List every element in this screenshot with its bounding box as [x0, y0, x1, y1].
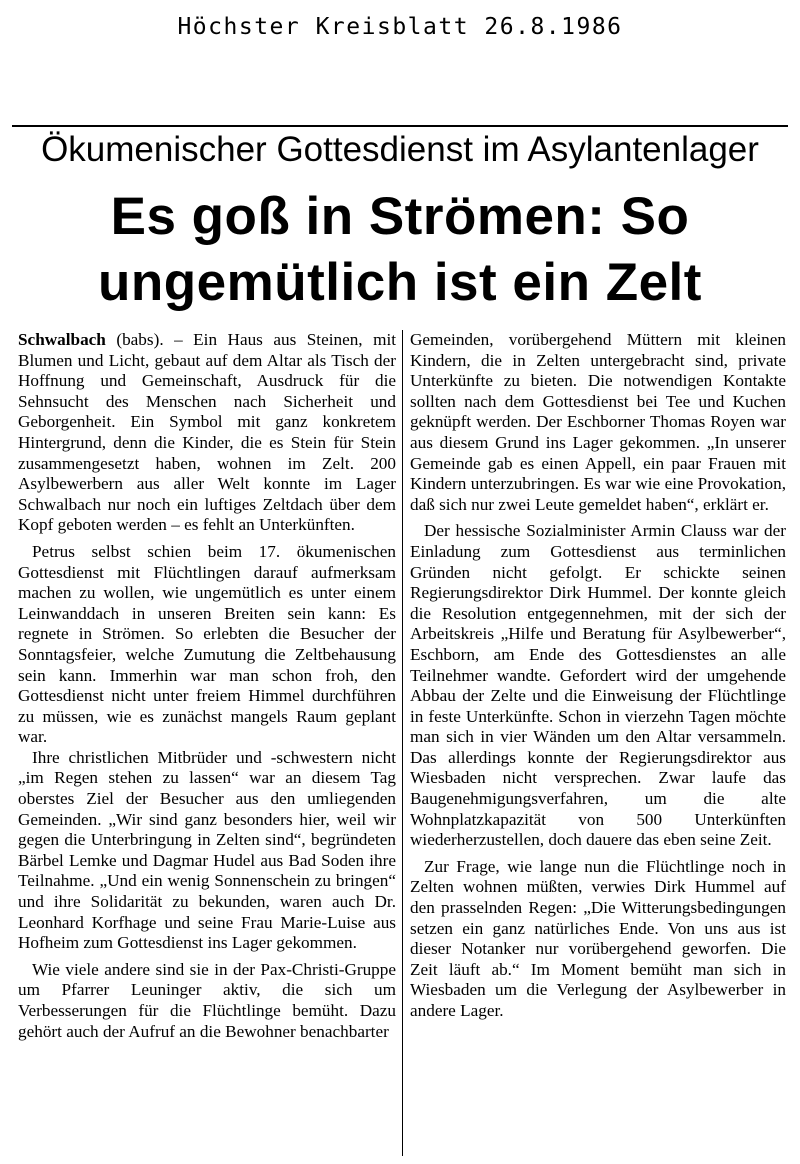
article-paragraph-5: Gemeinden, vorübergehend Müttern mit kleinen Kindern, die in Zelten untergebracht sind, private Unterkünfte zu bieten. Die notwendigen Kontakte sollten nach dem Gottesdienst bei Tee und Kuchen geknüpft werden. Der Eschborner Thomas Royen war aus diesem Grund ins Lager gekommen. „In unserer Gemeinde gab es einen Appell, ein paar Frauen mit Kindern unterzubringen. Es war wie eine Provokation, daß sich nur zwei Leute gemeldet haben“, erklärt er.	[410, 330, 786, 514]
article-paragraph-7: Zur Frage, wie lange nun die Flüchtlinge noch in Zelten wohnen müßten, verwies Dirk Hummel auf den prasselnden Regen: „Die Witterungsbedingungen setzen ein ganz natürliches Ende. Von uns aus ist dieser Notanker nur vorübergehend geworfen. Die Zeit läuft ab.“ Im Moment bemüht man sich in Wiesbaden um die Verlegung der Asylbewerber in andere Lager.	[410, 856, 786, 1020]
kicker-rule	[12, 125, 788, 127]
article-paragraph-1-text: (babs). – Ein Haus aus Steinen, mit Blumen und Licht, gebaut auf dem Altar als Tisch der Hoffnung und Gemeinschaft, Ausdruck für die Sehnsucht des Menschen nach Sicherheit und Geborgenheit. Ein Symbol mit ganz konkretem Hintergrund, denn die Kinder, die es Stein für Stein zusammengesetzt haben, wohnen im Zelt. 200 Asylbewerbern aus aller Welt konnte im Lager Schwalbach nur noch ein luftiges Zeltdach über dem Kopf geboten werden – es fehlt an Unterkünften.	[18, 330, 396, 535]
article-paragraph-6: Der hessische Sozialminister Armin Clauss war der Einladung zum Gottesdienst aus terminlichen Gründen nicht gefolgt. Er schickte seinen Regierungsdirektor Dirk Hummel. Der konnte gleich die Resolution entgegennehmen, mit der sich der Arbeitskreis „Hilfe und Beratung für Asylbewerber“, Eschborn, am Ende des Gottesdienstes an alle Teilnehmer wandte. Gefordert wird der umgehende Abbau der Zelte und die Einweisung der Flüchtlinge in feste Unterkünfte. Schon in vierzehn Tagen möchte man sich in vier Wänden um den Altar versammeln. Das allerdings konnte der Regierungsdirektor aus Wiesbaden nicht versprechen. Zwar laufe das Baugenehmigungsverfahren, um die alte Wohnplatzkapazität von 500 Unterkünften wiederherzustellen, doch dauere das eben seine Zeit.	[410, 521, 786, 850]
headline-line-1: Es goß in Strömen: So	[110, 187, 690, 246]
source-line: Höchster Kreisblatt 26.8.1986	[177, 14, 623, 40]
kicker: Ökumenischer Gottesdienst im Asylantenlager	[41, 130, 759, 169]
article-column-left	[18, 330, 396, 1156]
headline	[14, 184, 786, 316]
headline-line-2: ungemütlich ist ein Zelt	[98, 253, 702, 312]
article-paragraph-4: Wie viele andere sind sie in der Pax-Christi-Gruppe um Pfarrer Leuninger aktiv, die sich um Verbesserungen für die Flüchtlinge bemüht. Dazu gehört auch der Aufruf an die Bewohner benachbarter	[18, 959, 396, 1041]
dateline: Schwalbach	[18, 330, 106, 349]
column-divider	[402, 330, 403, 1156]
article-paragraph-2: Petrus selbst schien beim 17. ökumenischen Gottesdienst mit Flüchtlingen darauf aufmerksam machen zu wollen, wie ungemütlich es unter einem Leinwanddach in unseren Breiten sein kann: Es regnete in Strömen. So erlebten die Besucher der Sonntagsfeier, welche Zumutung die Zeltbehausung sein kann. Immerhin war man schon froh, den Gottesdienst nicht unter freiem Himmel durchführen zu müssen, wie es zunächst mangels Raum geplant war.	[18, 541, 396, 747]
article-paragraph-3: Ihre christlichen Mitbrüder und -schwestern nicht „im Regen stehen zu lassen“ war an diesem Tag oberstes Ziel der Besucher aus den umliegenden Gemeinden. „Wir sind ganz besonders hier, weil wir gegen die Unterbringung in Zelten sind“, begründeten Bärbel Lemke und Dagmar Hudel aus Bad Soden ihre Teilnahme. „Und ein wenig Sonnenschein zu bringen“ und ihre Solidarität zu bekunden, waren auch Dr. Leonhard Korfhage und seine Frau Marie-Luise aus Hofheim zum Gottesdienst ins Lager gekommen.	[18, 747, 396, 953]
article-column-right	[410, 330, 786, 1156]
article-paragraph-1	[18, 330, 396, 536]
